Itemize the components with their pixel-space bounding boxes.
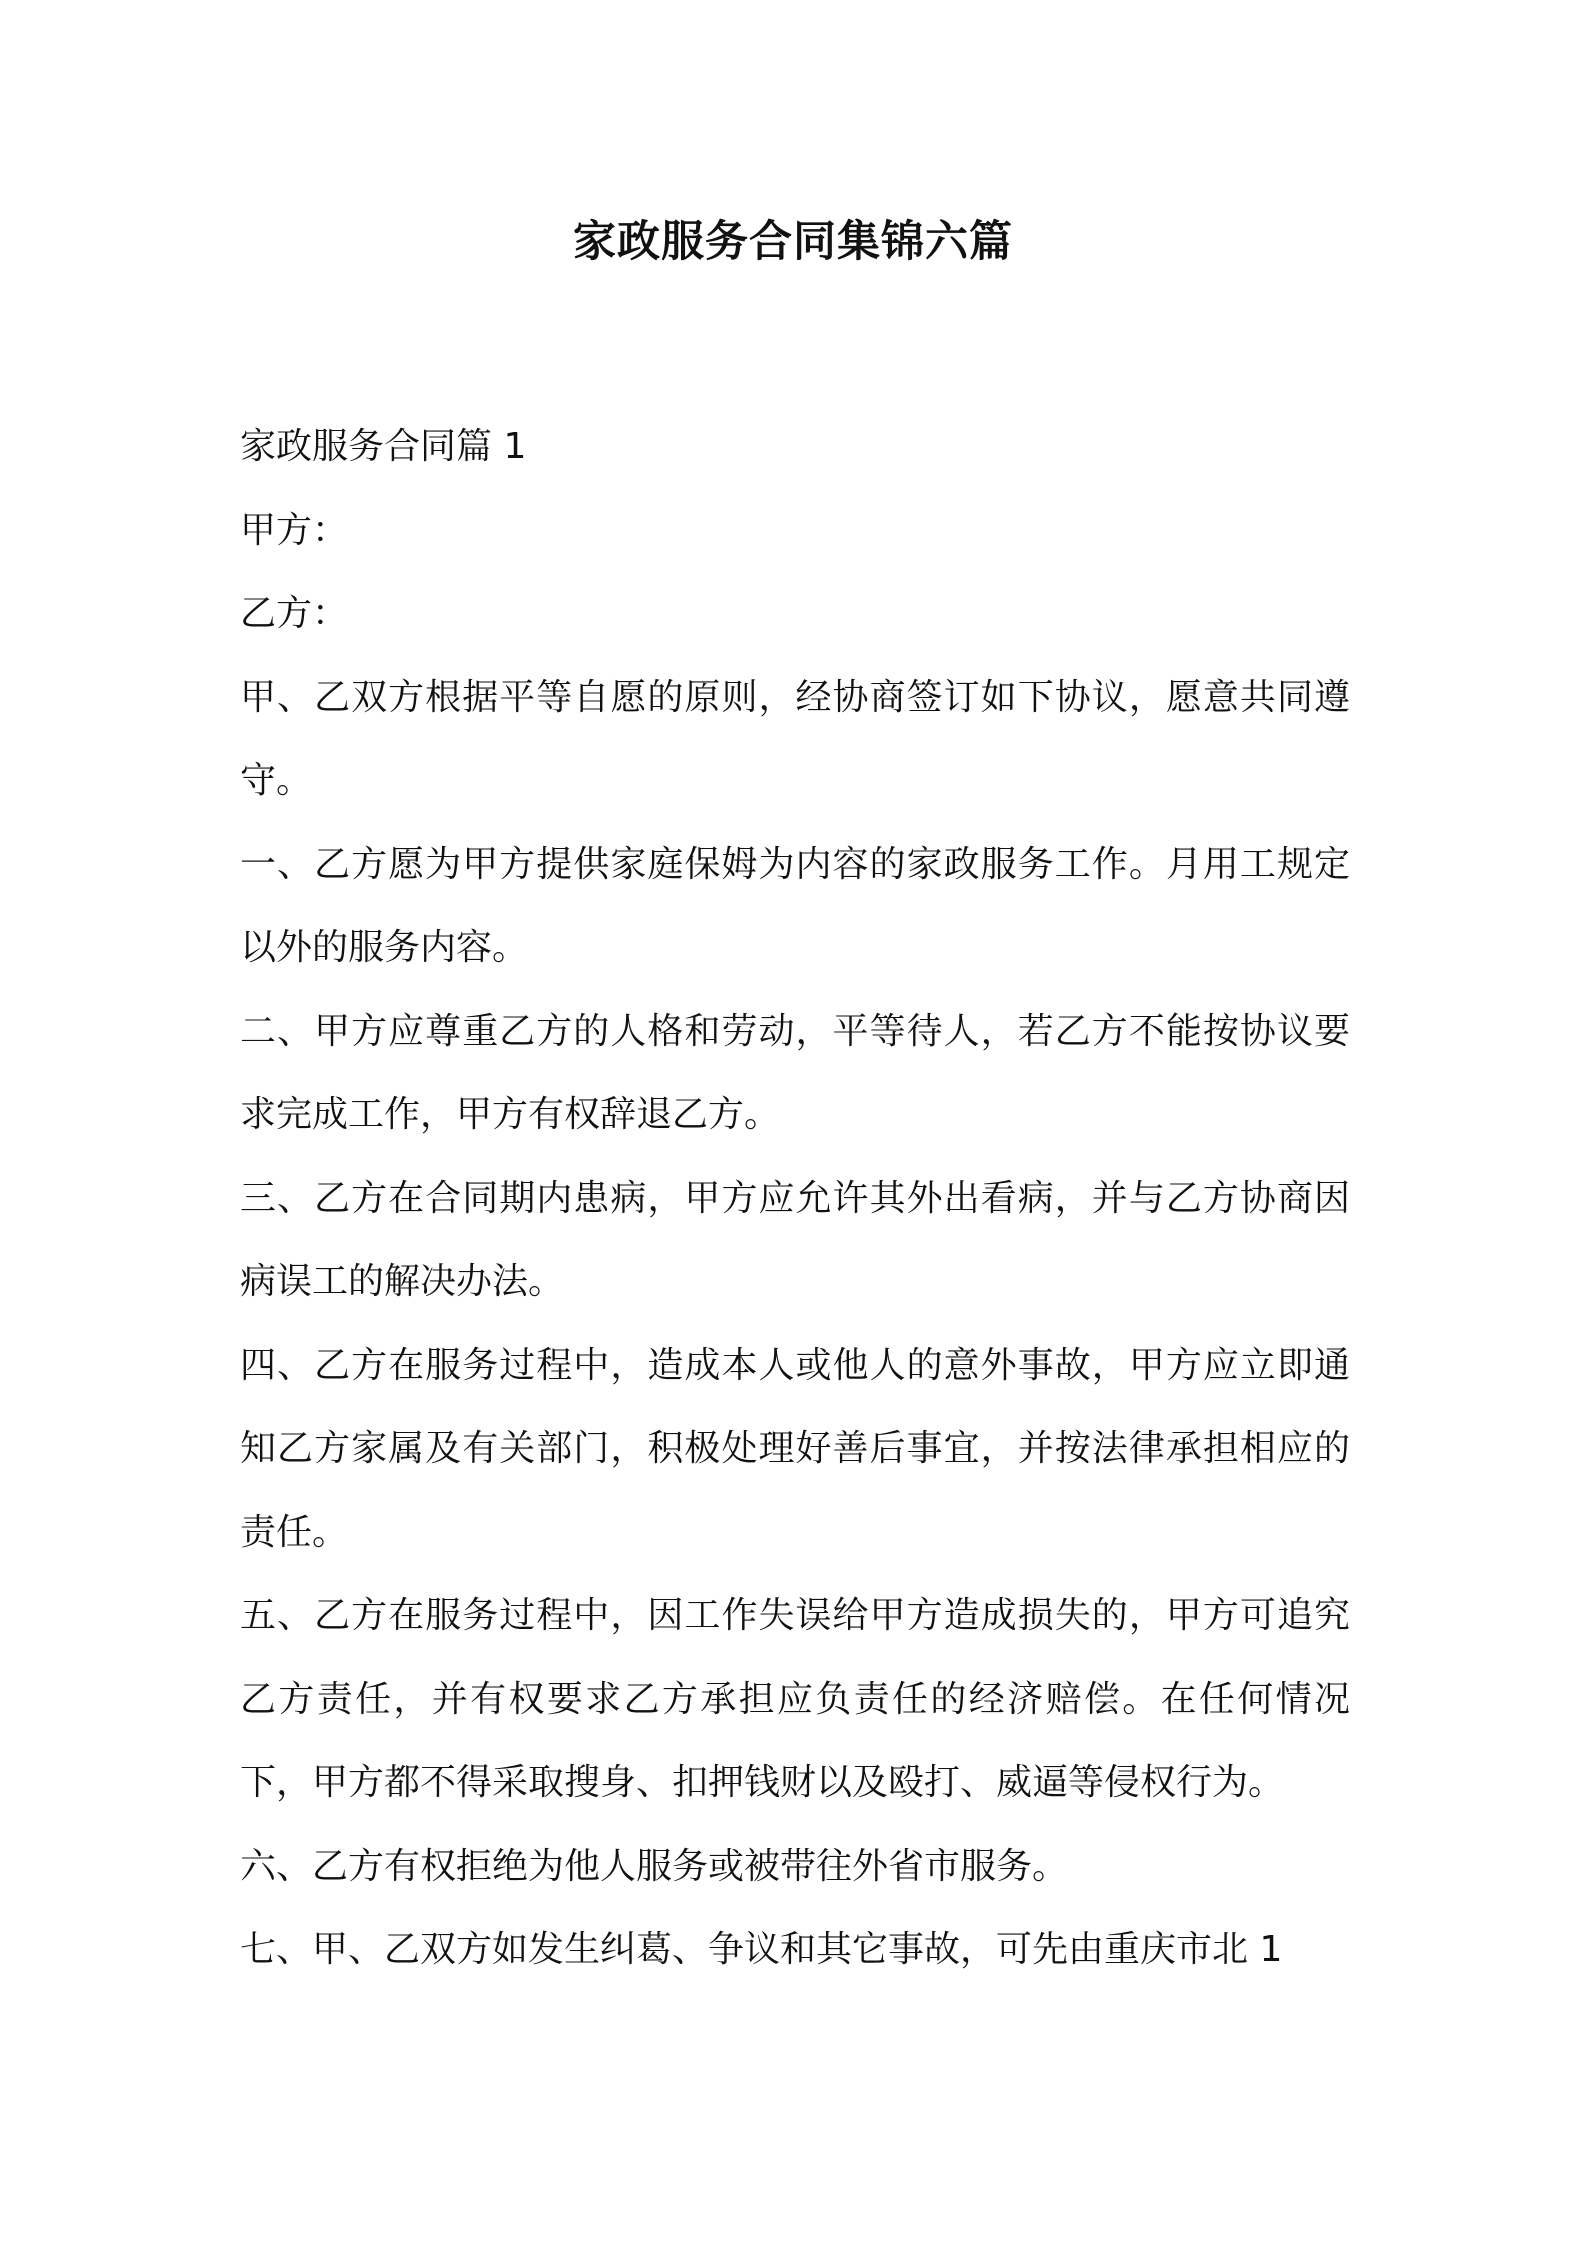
paragraph-clause-3: 三、乙方在合同期内患病，甲方应允许其外出看病，并与乙方协商因病误工的解决办法。: [240, 1177, 1350, 1302]
paragraph-clause-6: 六、乙方有权拒绝为他人服务或被带往外省市服务。: [240, 1845, 1069, 1887]
paragraph-clause-5: 五、乙方在服务过程中，因工作失误给甲方造成损失的，甲方可追究乙方责任，并有权要求乙方承担应负责任的经济赔偿。在任何情况下，甲方都不得采取搜身、扣押钱财以及殴打、威逼等侵权行为。: [240, 1595, 1350, 1803]
paragraph-clause-4: 四、乙方在服务过程中，造成本人或他人的意外事故，甲方应立即通知乙方家属及有关部门，积极处理好善后事宜，并按法律承担相应的责任。: [240, 1344, 1350, 1553]
section-heading: 家政服务合同篇 1: [240, 426, 527, 467]
paragraph-preamble: 甲、乙双方根据平等自愿的原则，经协商签订如下协议，愿意共同遵守。: [240, 676, 1350, 801]
party-a-line: 甲方：: [240, 509, 349, 551]
document-title: 家政服务合同集锦六篇: [573, 217, 1013, 267]
party-b-line: 乙方：: [240, 593, 349, 634]
document-body: [240, 405, 1350, 1992]
paragraph-clause-1: 一、乙方愿为甲方提供家庭保姆为内容的家政服务工作。月用工规定以外的服务内容。: [240, 843, 1350, 968]
paragraph-clause-2: 二、甲方应尊重乙方的人格和劳动，平等待人，若乙方不能按协议要求完成工作，甲方有权辞退乙方。: [240, 1010, 1350, 1135]
paragraph-clause-7: 七、甲、乙双方如发生纠葛、争议和其它事故，可先由重庆市北 1: [240, 1929, 1283, 1970]
